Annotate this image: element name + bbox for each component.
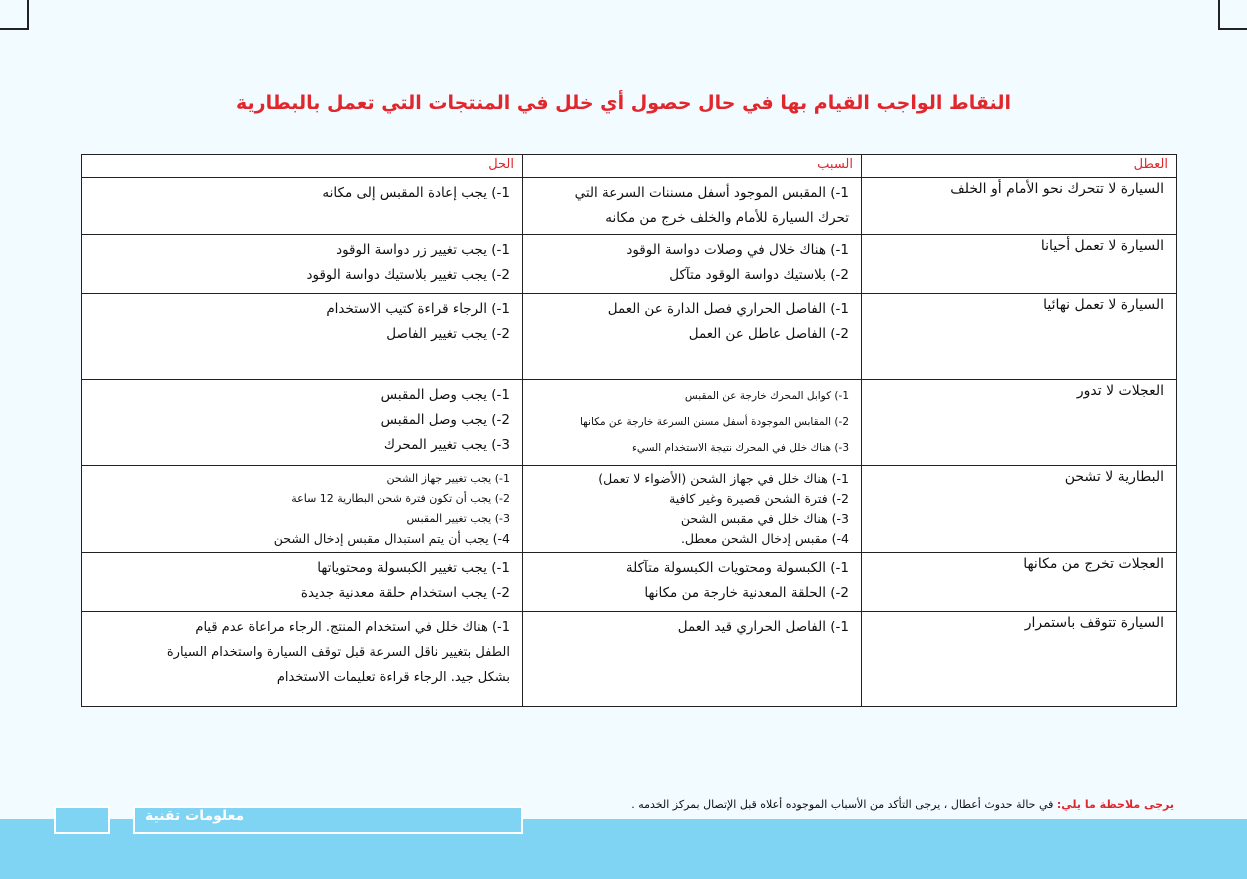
crop-mark-top-left-h (0, 28, 29, 30)
section-label: معلومات تقنية (145, 808, 245, 824)
cause-line: 1-) كوابل المحرك خارجة عن المقبس (684, 390, 849, 402)
table-row (82, 380, 1177, 466)
solution-line: 1-) يجب وصل المقبس (380, 387, 510, 403)
cause-cell (523, 466, 862, 553)
fault-cell: السيارة لا تعمل نهائيا (862, 294, 1177, 380)
solution-cell (82, 553, 523, 612)
cause-line: 1-) المقبس الموجود أسفل مسننات السرعة التي (574, 185, 849, 201)
cause-line: 1-) الفاصل الحراري قيد العمل (677, 619, 849, 635)
solution-line: 1-) يجب إعادة المقبس إلى مكانه (322, 185, 510, 201)
cause-line: 2-) فترة الشحن قصيرة وغير كافية (669, 491, 849, 506)
cause-line: 1-) الكبسولة ومحتويات الكبسولة متآكلة (625, 560, 849, 576)
cause-cell (523, 380, 862, 466)
cause-cell (523, 612, 862, 707)
cause-line: 3-) هناك خلل في مقبس الشحن (680, 511, 849, 526)
solution-cell (82, 612, 523, 707)
cause-line: 1-) هناك خلل في جهاز الشحن (الأضواء لا تعمل) (598, 471, 849, 486)
cause-cell (523, 235, 862, 294)
solution-cell (82, 380, 523, 466)
solution-line: 2-) يجب أن تكون فترة شحن البطارية 12 ساعة (291, 492, 510, 505)
cause-line: 2-) المقابس الموجودة أسفل مسنن السرعة خارجة عن مكانها (579, 416, 849, 428)
solution-line: بشكل جيد. الرجاء قراءة تعليمات الاستخدام (276, 670, 510, 685)
cause-line: 2-) الفاصل عاطل عن العمل (688, 326, 849, 342)
solution-line: 1-) هناك خلل في استخدام المنتج. الرجاء مراعاة عدم قيام (195, 620, 510, 635)
note (631, 798, 1174, 811)
table-row (82, 294, 1177, 380)
solution-line: الطفل بتغيير ناقل السرعة قبل توقف السيارة واستخدام السيارة (166, 645, 510, 660)
solution-line: 1-) يجب تغيير جهاز الشحن (386, 472, 510, 485)
crop-mark-top-right-h (1218, 28, 1247, 30)
cause-line: تحرك السيارة للأمام والخلف خرج من مكانه (605, 210, 849, 226)
note-text: في حالة حدوث أعطال ، يرجى التأكد من الأسباب الموجوده أعلاه قبل الإتصال بمركز الخدمه . (631, 798, 1057, 811)
table-header-row (82, 155, 1177, 178)
cause-cell (523, 294, 862, 380)
fault-cell: العجلات لا تدور (862, 380, 1177, 466)
fault-cell: السيارة لا تعمل أحيانا (862, 235, 1177, 294)
header-cause: السبب (523, 155, 862, 178)
solution-line: 2-) يجب تغيير بلاستيك دواسة الوقود (306, 267, 510, 283)
solution-line: 1-) الرجاء قراءة كتيب الاستخدام (326, 301, 510, 317)
solution-cell (82, 466, 523, 553)
solution-cell (82, 178, 523, 235)
note-label: يرجى ملاحظة ما يلي: (1056, 798, 1174, 811)
cause-line: 1-) هناك خلال في وصلات دواسة الوقود (626, 242, 849, 258)
solution-line: 1-) يجب تغيير الكبسولة ومحتوياتها (317, 560, 510, 576)
table-row (82, 466, 1177, 553)
cause-line: 2-) الحلقة المعدنية خارجة من مكانها (644, 585, 849, 601)
solution-line: 3-) يجب تغيير المقبس (406, 512, 510, 525)
crop-mark-top-right-v (1218, 0, 1220, 30)
solution-line: 1-) يجب تغيير زر دواسة الوقود (336, 242, 510, 258)
cause-line: 1-) الفاصل الحراري فصل الدارة عن العمل (607, 301, 849, 317)
solution-line: 3-) يجب تغيير المحرك (383, 437, 510, 453)
table-row (82, 178, 1177, 235)
fault-cell: العجلات تخرج من مكانها (862, 553, 1177, 612)
header-solution: الحل (82, 155, 523, 178)
solution-cell (82, 235, 523, 294)
fault-cell: السيارة لا تتحرك نحو الأمام أو الخلف (862, 178, 1177, 235)
solution-line: 4-) يجب أن يتم استبدال مقبس إدخال الشحن (273, 531, 510, 546)
table-row (82, 612, 1177, 707)
solution-cell (82, 294, 523, 380)
cause-line: 3-) هناك خلل في المحرك نتيجة الاستخدام السيء (631, 442, 849, 454)
crop-mark-top-left-v (27, 0, 29, 30)
troubleshooting-table (81, 154, 1177, 707)
header-fault: العطل (862, 155, 1177, 178)
fault-cell: السيارة تتوقف باستمرار (862, 612, 1177, 707)
solution-line: 2-) يجب تغيير الفاصل (386, 326, 510, 342)
page-title: النقاط الواجب القيام بها في حال حصول أي خلل في المنتجات التي تعمل بالبطارية (236, 92, 1011, 114)
solution-line: 2-) يجب استخدام حلقة معدنية جديدة (300, 585, 510, 601)
solution-line: 2-) يجب وصل المقبس (380, 412, 510, 428)
page-number-box (54, 806, 110, 834)
fault-cell: البطارية لا تشحن (862, 466, 1177, 553)
table-row (82, 235, 1177, 294)
cause-line: 2-) بلاستيك دواسة الوقود متآكل (669, 267, 849, 283)
cause-cell (523, 553, 862, 612)
cause-line: 4-) مقبس إدخال الشحن معطل. (680, 531, 849, 546)
table-row (82, 553, 1177, 612)
cause-cell (523, 178, 862, 235)
